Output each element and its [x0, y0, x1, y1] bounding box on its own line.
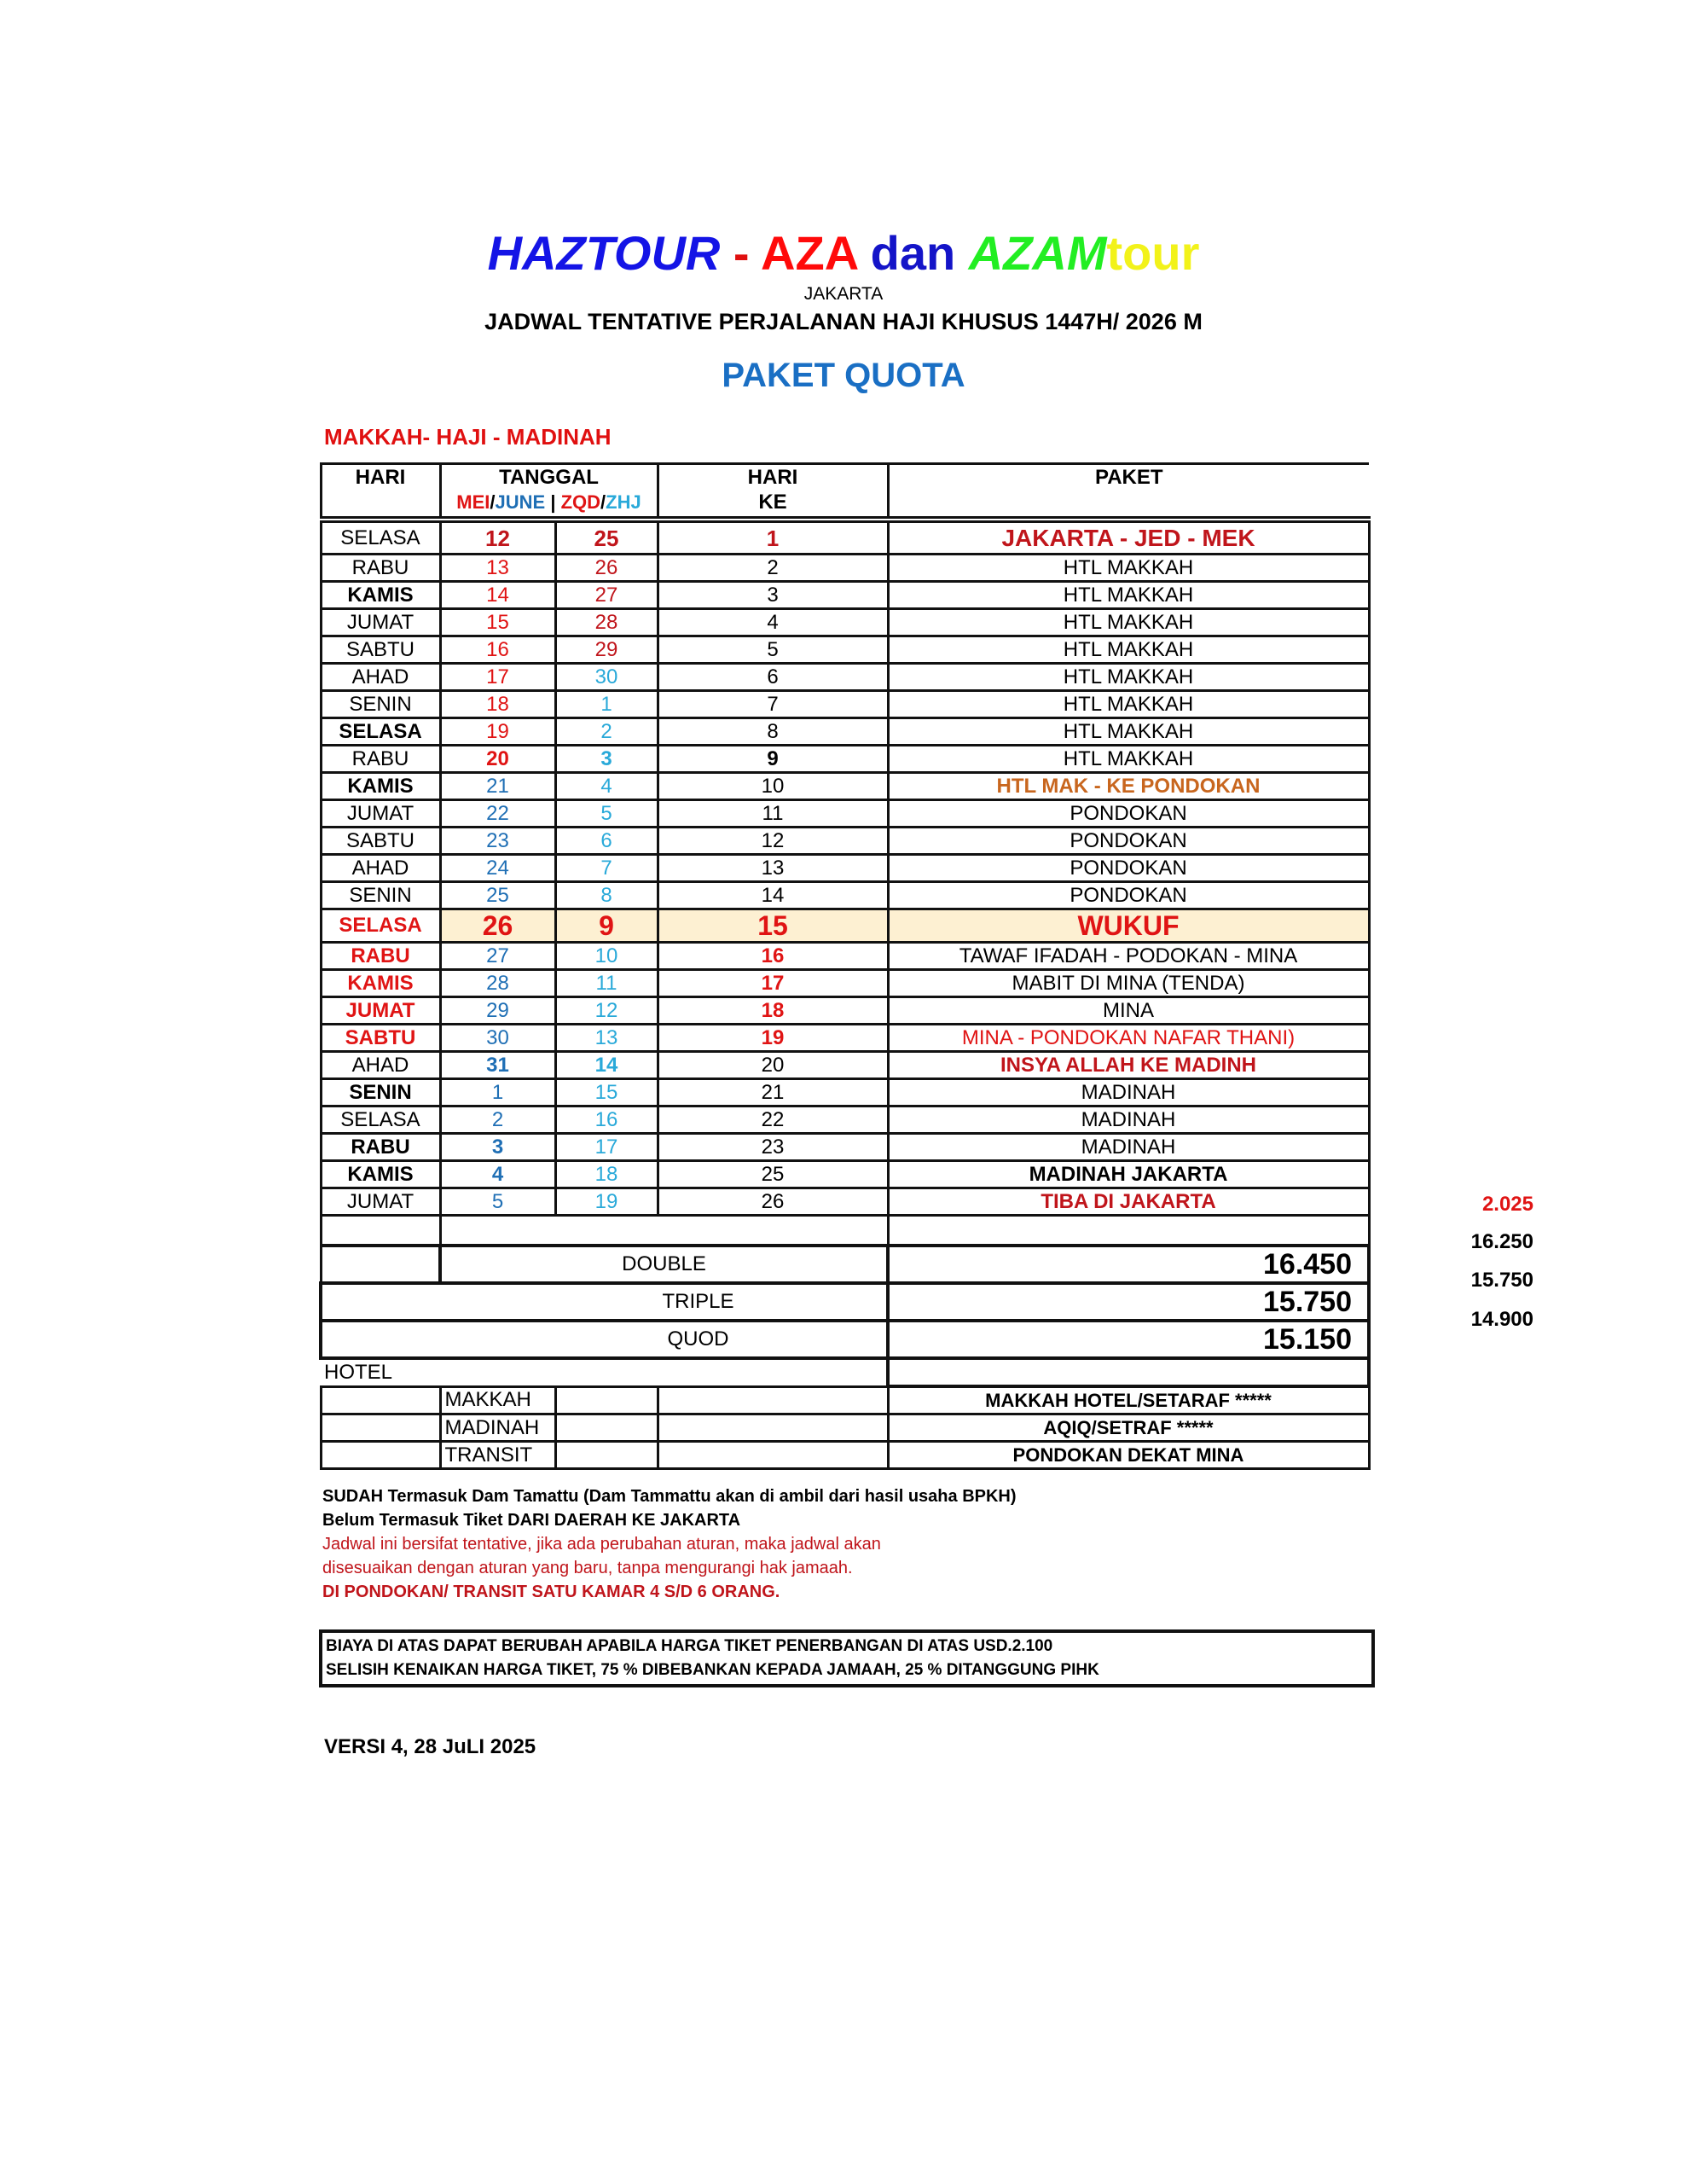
- table-row: [321, 997, 1369, 1025]
- cell-paket: PONDOKAN: [888, 855, 1369, 882]
- cell-greg-date: 17: [440, 664, 555, 691]
- cell-day-number: 25: [658, 1161, 888, 1188]
- cell-paket: HTL MAKKAH: [888, 691, 1369, 718]
- cell-day-number: 26: [658, 1188, 888, 1216]
- table-row: [321, 609, 1369, 636]
- cell-hijri-date: 8: [555, 882, 658, 909]
- cell-hari: KAMIS: [321, 773, 440, 800]
- hotel-city: MAKKAH: [440, 1386, 555, 1414]
- cell-paket: HTL MAKKAH: [888, 664, 1369, 691]
- header-paket: PAKET: [888, 464, 1369, 520]
- header-hari-ke-line1: HARI: [747, 466, 798, 489]
- table-row: [321, 555, 1369, 582]
- cell-hari: RABU: [321, 1134, 440, 1161]
- cell-greg-date: 14: [440, 582, 555, 609]
- empty-cell: [440, 1216, 888, 1246]
- hotel-name: PONDOKAN DEKAT MINA: [888, 1442, 1369, 1469]
- cell-paket: MINA - PONDOKAN NAFAR THANI): [888, 1025, 1369, 1052]
- cell-greg-date: 22: [440, 800, 555, 828]
- cell-greg-date: 27: [440, 943, 555, 970]
- cell-day-number: 20: [658, 1052, 888, 1079]
- empty-cell: [555, 1386, 658, 1414]
- cell-day-number: 21: [658, 1079, 888, 1107]
- table-row: [321, 1025, 1369, 1052]
- header-mei: MEI: [456, 491, 490, 513]
- brand-separator: -: [720, 226, 762, 280]
- hotel-label: HOTEL: [321, 1358, 888, 1386]
- cell-hijri-date: 2: [555, 718, 658, 746]
- cell-hari: RABU: [321, 555, 440, 582]
- cell-hijri-date: 14: [555, 1052, 658, 1079]
- cell-greg-date: 18: [440, 691, 555, 718]
- empty-cell: [888, 1358, 1369, 1386]
- price-row-double: [321, 1246, 1369, 1283]
- table-row: [321, 1052, 1369, 1079]
- cell-greg-date: 26: [440, 909, 555, 943]
- cell-hijri-date: 27: [555, 582, 658, 609]
- cell-hari: SABTU: [321, 636, 440, 664]
- brand-dan: dan: [857, 226, 969, 280]
- table-row-wukuf: [321, 909, 1369, 943]
- cell-day-number: 17: [658, 970, 888, 997]
- cell-greg-date: 25: [440, 882, 555, 909]
- cell-greg-date: 13: [440, 555, 555, 582]
- cell-hijri-date: 6: [555, 828, 658, 855]
- table-row: [321, 970, 1369, 997]
- cell-greg-date: 21: [440, 773, 555, 800]
- table-row: [321, 828, 1369, 855]
- room-price: 16.450: [888, 1246, 1369, 1283]
- cell-greg-date: 16: [440, 636, 555, 664]
- cell-day-number: 5: [658, 636, 888, 664]
- route-label: MAKKAH- HAJI - MADINAH: [324, 424, 612, 450]
- cell-hijri-date: 30: [555, 664, 658, 691]
- side-year-label: 2.025: [1481, 1193, 1533, 1216]
- table-row: [321, 855, 1369, 882]
- cell-greg-date: 15: [440, 609, 555, 636]
- cell-hari: KAMIS: [321, 582, 440, 609]
- cell-day-number: 1: [658, 520, 888, 555]
- cell-hari: KAMIS: [321, 970, 440, 997]
- cell-hijri-date: 4: [555, 773, 658, 800]
- cell-day-number: 3: [658, 582, 888, 609]
- table-row: [321, 746, 1369, 773]
- cell-hijri-date: 11: [555, 970, 658, 997]
- hotel-name: AQIQ/SETRAF *****: [888, 1414, 1369, 1442]
- cell-day-number: 7: [658, 691, 888, 718]
- cell-day-number: 12: [658, 828, 888, 855]
- table-row: [321, 691, 1369, 718]
- cell-day-number: 2: [658, 555, 888, 582]
- empty-cell: [321, 1386, 440, 1414]
- cell-hari: SENIN: [321, 1079, 440, 1107]
- cell-hijri-date: 12: [555, 997, 658, 1025]
- cell-hijri-date: 28: [555, 609, 658, 636]
- header-tanggal-months: MEI/JUNE | ZQD/ZHJ: [456, 491, 641, 513]
- cell-day-number: 19: [658, 1025, 888, 1052]
- header-tanggal: [440, 464, 658, 520]
- hotel-row: [321, 1386, 1369, 1414]
- cell-day-number: 6: [658, 664, 888, 691]
- empty-cell: [555, 1414, 658, 1442]
- price-row-triple: [321, 1283, 1369, 1321]
- table-row: [321, 943, 1369, 970]
- table-row: [321, 882, 1369, 909]
- empty-cell: [658, 1442, 888, 1469]
- cell-hijri-date: 29: [555, 636, 658, 664]
- cell-paket: HTL MAKKAH: [888, 609, 1369, 636]
- cell-greg-date: 5: [440, 1188, 555, 1216]
- notice-line-2: SELISIH KENAIKAN HARGA TIKET, 75 % DIBEBANKAN KEPADA JAMAAH, 25 % DITANGGUNG PIHK: [326, 1661, 1099, 1679]
- table-row: [321, 1161, 1369, 1188]
- note-included: SUDAH Termasuk Dam Tamattu (Dam Tammattu akan di ambil dari hasil usaha BPKH): [322, 1487, 1017, 1506]
- table-row: [321, 800, 1369, 828]
- hotel-city: TRANSIT: [440, 1442, 555, 1469]
- hotel-row: [321, 1442, 1369, 1469]
- cell-paket: INSYA ALLAH KE MADINH: [888, 1052, 1369, 1079]
- table-row: [321, 582, 1369, 609]
- cell-hari: SELASA: [321, 909, 440, 943]
- cell-hari: SENIN: [321, 882, 440, 909]
- empty-cell: [321, 1216, 440, 1246]
- cell-hijri-date: 5: [555, 800, 658, 828]
- cell-day-number: 14: [658, 882, 888, 909]
- header-zhj: ZHJ: [606, 491, 641, 513]
- document-subtitle: JADWAL TENTATIVE PERJALANAN HAJI KHUSUS 1447H/ 2026 M: [484, 309, 1203, 334]
- notice-line-1: BIAYA DI ATAS DAPAT BERUBAH APABILA HARGA TIKET PENERBANGAN DI ATAS USD.2.100: [326, 1637, 1053, 1655]
- cell-paket: PONDOKAN: [888, 882, 1369, 909]
- version-label: VERSI 4, 28 JuLI 2025: [324, 1735, 536, 1758]
- cell-greg-date: 4: [440, 1161, 555, 1188]
- side-previous-price-triple: 15.750: [1470, 1269, 1533, 1292]
- note-excluded: Belum Termasuk Tiket DARI DAERAH KE JAKARTA: [322, 1511, 741, 1530]
- empty-cell: [321, 1246, 440, 1283]
- room-type-label: DOUBLE: [440, 1246, 888, 1283]
- cell-hari: JUMAT: [321, 800, 440, 828]
- cell-paket: PONDOKAN: [888, 800, 1369, 828]
- cell-hijri-date: 26: [555, 555, 658, 582]
- cell-day-number: 16: [658, 943, 888, 970]
- cell-paket: HTL MAKKAH: [888, 746, 1369, 773]
- cell-greg-date: 23: [440, 828, 555, 855]
- note-tentative-1: Jadwal ini bersifat tentative, jika ada perubahan aturan, maka jadwal akan: [322, 1535, 881, 1554]
- header-zqd: ZQD: [560, 491, 601, 513]
- cell-day-number: 13: [658, 855, 888, 882]
- cell-paket: HTL MAKKAH: [888, 718, 1369, 746]
- cell-paket: MINA: [888, 997, 1369, 1025]
- brand-haztour: HAZTOUR: [487, 226, 721, 280]
- cell-paket: WUKUF: [888, 909, 1369, 943]
- cell-greg-date: 3: [440, 1134, 555, 1161]
- empty-cell: [658, 1386, 888, 1414]
- note-tentative-2: disesuaikan dengan aturan yang baru, tanpa mengurangi hak jamaah.: [322, 1559, 853, 1577]
- cell-paket: MADINAH: [888, 1107, 1369, 1134]
- price-row-quod: [321, 1321, 1369, 1358]
- header-hari-ke: [658, 464, 888, 520]
- cell-paket: HTL MAKKAH: [888, 555, 1369, 582]
- cell-hari: SELASA: [321, 718, 440, 746]
- cell-paket: HTL MAKKAH: [888, 582, 1369, 609]
- cell-hijri-date: 9: [555, 909, 658, 943]
- header-hari-ke-line2: KE: [758, 491, 787, 514]
- brand-aza: AZA: [761, 226, 858, 280]
- cell-day-number: 22: [658, 1107, 888, 1134]
- schedule-table: [319, 462, 1371, 1470]
- cell-hijri-date: 18: [555, 1161, 658, 1188]
- cell-day-number: 10: [658, 773, 888, 800]
- hotel-city: MADINAH: [440, 1414, 555, 1442]
- cell-day-number: 9: [658, 746, 888, 773]
- notes-section: [322, 1484, 1017, 1604]
- city-label: JAKARTA: [803, 284, 884, 304]
- side-previous-price-double: 16.250: [1470, 1230, 1533, 1253]
- cell-hijri-date: 19: [555, 1188, 658, 1216]
- brand-title: [0, 224, 1687, 283]
- cell-greg-date: 2: [440, 1107, 555, 1134]
- cell-paket: HTL MAKKAH: [888, 636, 1369, 664]
- spacer-row: [321, 1216, 1369, 1246]
- cell-hijri-date: 15: [555, 1079, 658, 1107]
- cell-paket: MADINAH: [888, 1079, 1369, 1107]
- cell-paket: MADINAH JAKARTA: [888, 1161, 1369, 1188]
- cell-hijri-date: 3: [555, 746, 658, 773]
- empty-cell: [888, 1216, 1369, 1246]
- cell-hari: SELASA: [321, 1107, 440, 1134]
- table-row: [321, 718, 1369, 746]
- header-hari: HARI: [321, 464, 440, 520]
- cell-paket: HTL MAK - KE PONDOKAN: [888, 773, 1369, 800]
- cell-hari: KAMIS: [321, 1161, 440, 1188]
- header-tanggal-label: TANGGAL: [499, 466, 599, 489]
- cell-day-number: 4: [658, 609, 888, 636]
- table-row: [321, 1079, 1369, 1107]
- cell-hari: AHAD: [321, 664, 440, 691]
- side-previous-price-quod: 14.900: [1470, 1308, 1533, 1331]
- cell-hari: RABU: [321, 746, 440, 773]
- cell-hari: SABTU: [321, 828, 440, 855]
- brand-tour: tour: [1106, 226, 1200, 280]
- cell-greg-date: 12: [440, 520, 555, 555]
- header-june: JUNE: [495, 491, 546, 513]
- brand-azam: AZAM: [968, 226, 1107, 280]
- cell-hari: JUMAT: [321, 997, 440, 1025]
- empty-cell: [321, 1442, 440, 1469]
- cell-hijri-date: 16: [555, 1107, 658, 1134]
- cell-hari: AHAD: [321, 855, 440, 882]
- cell-paket: TAWAF IFADAH - PODOKAN - MINA: [888, 943, 1369, 970]
- table-row: [321, 520, 1369, 555]
- cell-greg-date: 24: [440, 855, 555, 882]
- cell-greg-date: 29: [440, 997, 555, 1025]
- hotel-name: MAKKAH HOTEL/SETARAF *****: [888, 1386, 1369, 1414]
- room-price: 15.150: [888, 1321, 1369, 1358]
- note-room-capacity: DI PONDOKAN/ TRANSIT SATU KAMAR 4 S/D 6 ORANG.: [322, 1583, 780, 1601]
- cell-greg-date: 31: [440, 1052, 555, 1079]
- cell-greg-date: 1: [440, 1079, 555, 1107]
- cell-greg-date: 20: [440, 746, 555, 773]
- cell-hijri-date: 17: [555, 1134, 658, 1161]
- empty-cell: [321, 1414, 440, 1442]
- table-row: [321, 636, 1369, 664]
- cell-hijri-date: 10: [555, 943, 658, 970]
- cell-hari: SABTU: [321, 1025, 440, 1052]
- package-title: PAKET QUOTA: [722, 357, 965, 394]
- room-type-label: TRIPLE: [321, 1283, 888, 1321]
- cell-hari: SELASA: [321, 520, 440, 555]
- cell-paket: JAKARTA - JED - MEK: [888, 520, 1369, 555]
- cell-hari: AHAD: [321, 1052, 440, 1079]
- cell-day-number: 18: [658, 997, 888, 1025]
- cell-greg-date: 30: [440, 1025, 555, 1052]
- cell-greg-date: 19: [440, 718, 555, 746]
- table-header-row: [321, 464, 1369, 520]
- ticket-price-notice-box: [319, 1629, 1375, 1687]
- cell-hari: JUMAT: [321, 609, 440, 636]
- cell-greg-date: 28: [440, 970, 555, 997]
- cell-paket: TIBA DI JAKARTA: [888, 1188, 1369, 1216]
- table-row: [321, 1188, 1369, 1216]
- cell-hijri-date: 25: [555, 520, 658, 555]
- cell-paket: MADINAH: [888, 1134, 1369, 1161]
- table-row: [321, 1107, 1369, 1134]
- cell-day-number: 11: [658, 800, 888, 828]
- hotel-header-row: [321, 1358, 1369, 1386]
- table-row: [321, 664, 1369, 691]
- cell-hari: JUMAT: [321, 1188, 440, 1216]
- cell-day-number: 23: [658, 1134, 888, 1161]
- empty-cell: [555, 1442, 658, 1469]
- cell-day-number: 8: [658, 718, 888, 746]
- cell-paket: PONDOKAN: [888, 828, 1369, 855]
- cell-hari: SENIN: [321, 691, 440, 718]
- room-type-label: QUOD: [321, 1321, 888, 1358]
- cell-hijri-date: 1: [555, 691, 658, 718]
- cell-hijri-date: 13: [555, 1025, 658, 1052]
- cell-paket: MABIT DI MINA (TENDA): [888, 970, 1369, 997]
- cell-day-number: 15: [658, 909, 888, 943]
- empty-cell: [658, 1414, 888, 1442]
- table-row: [321, 1134, 1369, 1161]
- room-price: 15.750: [888, 1283, 1369, 1321]
- hotel-row: [321, 1414, 1369, 1442]
- cell-hari: RABU: [321, 943, 440, 970]
- cell-hijri-date: 7: [555, 855, 658, 882]
- table-row: [321, 773, 1369, 800]
